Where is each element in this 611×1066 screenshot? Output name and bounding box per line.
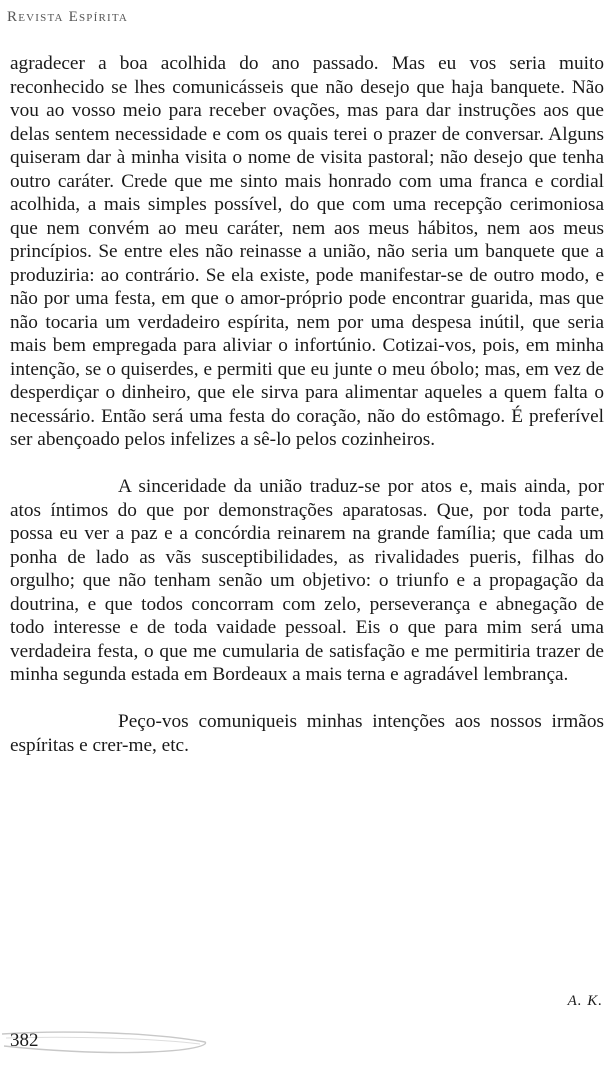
paragraph: agradecer a boa acolhida do ano passado. Mas eu vos seria muito reconhecido se lhes comunicásseis que não desejo que haja banquete. Não vou ao vosso meio para receber ovações, mas para dar instruções aos que delas sentem necessidade e com os quais terei o prazer de conversar. Alguns quiseram dar à minha visita o nome de visita pastoral; não desejo que tenha outro caráter. Crede que me sinto mais honrado com uma franca e cordial acolhida, a mais simples possível, do que com uma recepção cerimoniosa que nem convém ao meu caráter, nem aos meus hábitos, nem aos meus princípios. Se entre eles não reinasse a união, não seria um banquete que a produziria: ao contrário. Se ela existe, pode manifestar-se de outro modo, e não por uma festa, em que o amor-próprio pode encontrar guarida, mas que não tocaria um verdadeiro espírita, nem por uma despesa inútil, que seria mais bem empregada para aliviar o infortúnio. Cotizai-vos, pois, em minha intenção, se o quiserdes, e permiti que eu junte o meu óbolo; mas, em vez de desperdiçar o dinheiro, que ele sirva para alimentar aqueles a quem falta o necessário. Então será uma festa do coração, não do estômago. É preferível ser abençoado pelos infelizes a sê-lo pelos cozinheiros.: [10, 53, 604, 450]
paragraph: Peço-vos comuniqueis minhas intenções aos nossos irmãos espíritas e crer-me, etc.: [10, 711, 604, 756]
signature: A. K.: [567, 993, 603, 1009]
page-number: 382: [10, 1030, 39, 1051]
body-text: [10, 52, 604, 757]
running-head-title: Revista Espírita: [7, 9, 129, 25]
paragraph: A sinceridade da união traduz-se por atos e, mais ainda, por atos íntimos do que por demonstrações aparatosas. Que, por toda parte, possa eu ver a paz e a concórdia reinarem na grande família; que cada um ponha de lado as vãs susceptibilidades, as rivalidades pueris, filhas do orgulho; que não tenham senão um objetivo: o triunfo e a propagação da doutrina, e que todos concorram com zelo, perseverança e abnegação de todo interesse e de toda vaidade pessoal. Eis o que para mim será uma verdadeira festa, o que me cumularia de satisfação e me permitiria trazer de minha segunda estada em Bordeaux a mais terna e agradável lembrança.: [10, 476, 604, 685]
